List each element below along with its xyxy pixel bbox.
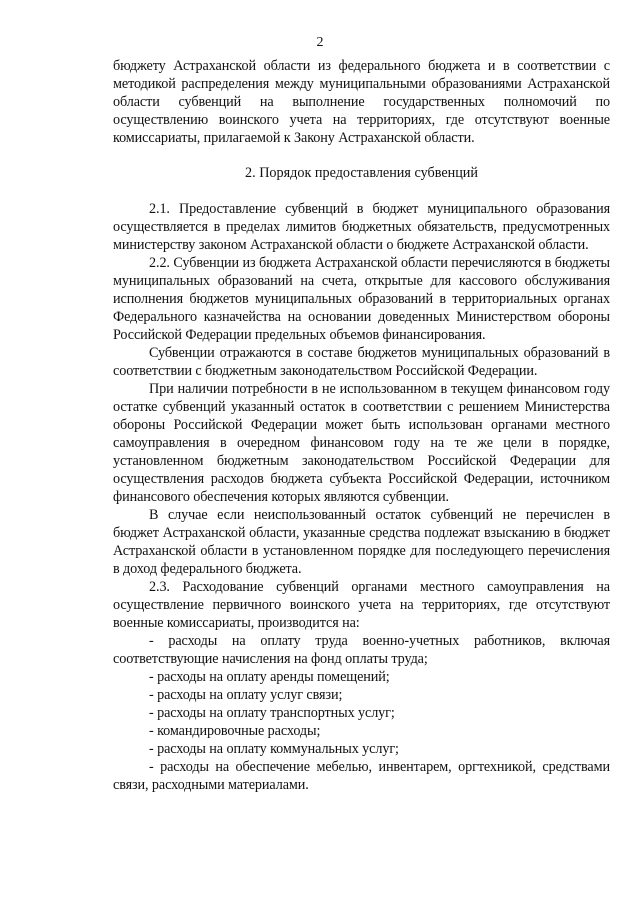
expense-list <box>113 632 610 794</box>
list-item: - командировочные расходы; <box>149 723 321 739</box>
list-item: - расходы на оплату транспортных услуг; <box>149 705 395 721</box>
paragraph-unused-balance: При наличии потребности в не использованном в текущем финансовом году остатке субвенций указанный остаток в соответствии с решением Министерства обороны Российской Федерации может быть использован органами местного самоуправления в очередном финансовом году на те же цели в порядке, установленном бюджетным законодательством Российской Федерации для осуществления расходов бюджета субъекта Российской Федерации, источником финансового обеспечения которых являются субвенции. <box>113 381 610 505</box>
paragraph-2-1: 2.1. Предоставление субвенций в бюджет муниципального образования осуществляется в пределах лимитов бюджетных обязательств, предусмотренных министерству законом Астраханской области о бюджете Астраханской области. <box>113 201 610 253</box>
intro-paragraph: бюджету Астраханской области из федерального бюджета и в соответствии с методикой распределения между муниципальными образованиями Астраханской области субвенций на выполнение государственных полномочий по осуществлению воинского учета на территориях, где отсутствуют военные комиссариаты, прилагаемой к Закону Астраханской области. <box>113 58 610 146</box>
paragraph-subventions-reflected: Субвенции отражаются в составе бюджетов муниципальных образований в соответствии с бюджетным законодательством Российской Федерации. <box>113 345 610 379</box>
list-item: - расходы на обеспечение мебелью, инвентарем, оргтехникой, средствами связи, расходными материалами. <box>113 759 610 793</box>
paragraph-2-2: 2.2. Субвенции из бюджета Астраханской области перечисляются в бюджеты муниципальных образований на счета, открытые для кассового обслуживания исполнения бюджетов муниципальных образований в территориальных органах Федерального казначейства на основании доведенных Министерством обороны Российской Федерации предельных объемов финансирования. <box>113 255 610 343</box>
paragraph-2-3: 2.3. Расходование субвенций органами местного самоуправления на осуществление первичного воинского учета на территориях, где отсутствуют военные комиссариаты, производится на: <box>113 579 610 631</box>
page-number: 2 <box>316 35 324 50</box>
list-item: - расходы на оплату аренды помещений; <box>149 669 390 685</box>
list-item: - расходы на оплату труда военно-учетных работников, включая соответствующие начисления на фонд оплаты труда; <box>113 633 610 667</box>
list-item: - расходы на оплату услуг связи; <box>149 687 343 703</box>
list-item: - расходы на оплату коммунальных услуг; <box>149 741 399 757</box>
document-body <box>113 57 610 794</box>
paragraph-recovery: В случае если неиспользованный остаток субвенций не перечислен в бюджет Астраханской области, указанные средства подлежат взысканию в бюджет Астраханской области в установленном порядке для последующего перечисления в доход федерального бюджета. <box>113 507 610 577</box>
section-title: 2. Порядок предоставления субвенций <box>245 165 478 181</box>
